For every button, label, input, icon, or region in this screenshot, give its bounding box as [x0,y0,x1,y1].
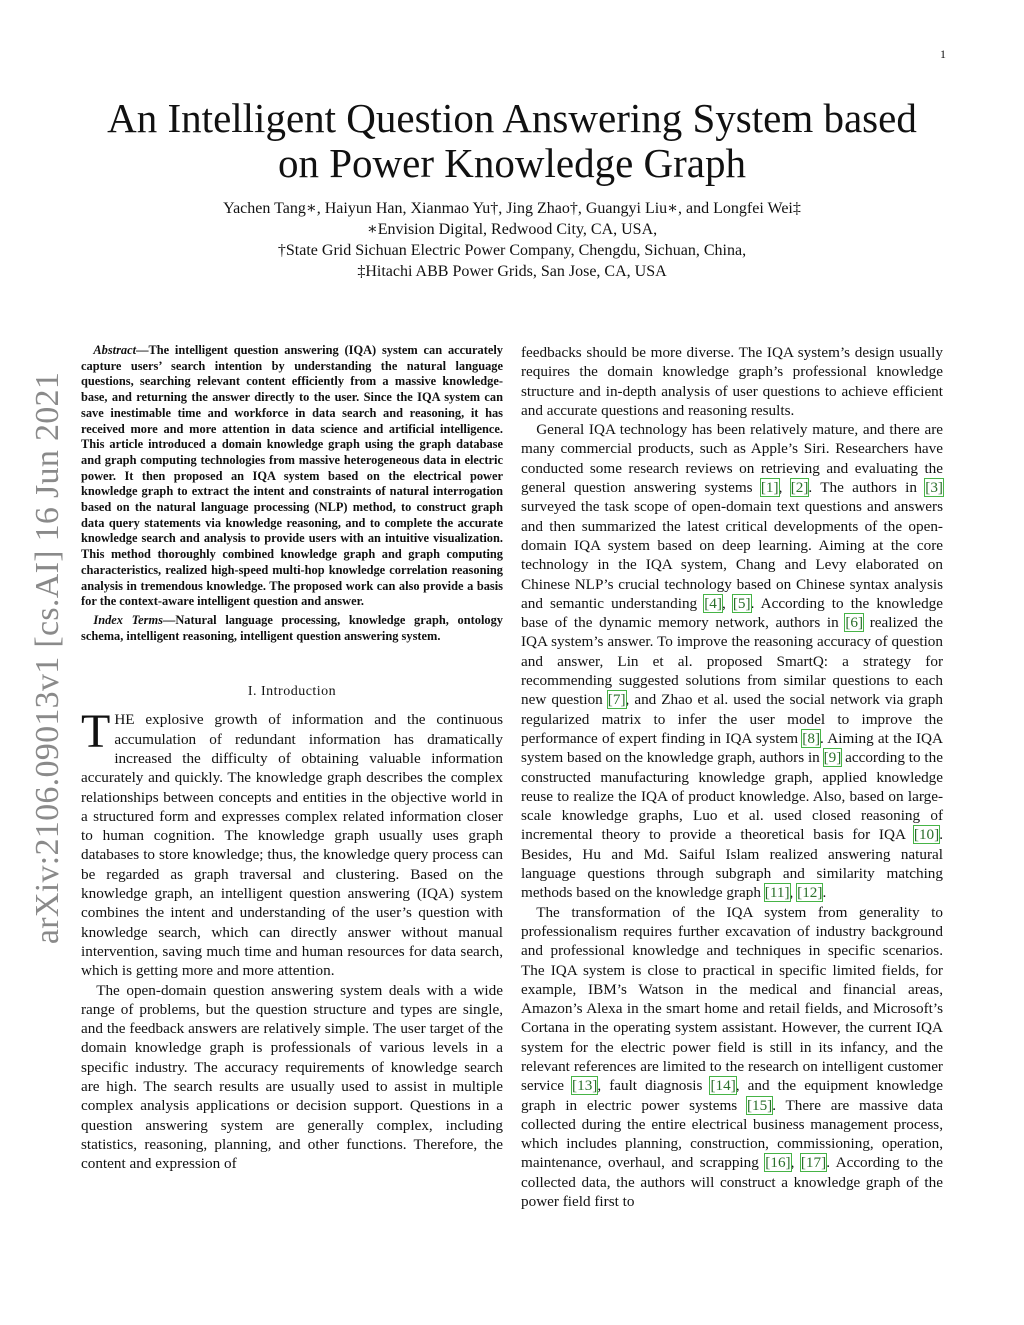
affiliation-2: †State Grid Sichuan Electric Power Company, Chengdu, Sichuan, China, [277,242,747,259]
citation-link[interactable]: [11] [764,884,790,902]
citation-link[interactable]: [14] [710,1077,736,1095]
citation-link[interactable]: [7] [607,691,626,709]
right-column [521,343,943,1211]
citation-link[interactable]: [1] [760,479,779,497]
text-run: according to the constructed manufacturing knowledge graph, applied knowledge reuse to realize the IQA of product knowledge. Also, based on large-scale knowledge graphs, Luo et al. used closed reasoning of incremental theory to provide a theoretical basis for IQA [521,749,943,844]
author-block [82,198,942,282]
author-names: Yachen Tang∗, Haiyun Han, Xianmao Yu†, Jing Zhao†, Guangyi Liu∗, and Longfei Wei‡ [223,200,801,217]
right-paragraph-3 [521,903,943,1212]
text-run: . There are massive data collected during the entire electrical business management process, which includes planning, construction, commissioning, operation, maintenance, overhaul, and scrapping [521,1096,943,1172]
title-line-1: An Intelligent Question Answering System based [107,95,917,141]
dropcap-letter: T [81,705,111,759]
citation-link[interactable]: [9] [823,749,842,767]
text-run: , and the equipment knowledge graph in electric power systems [521,1077,943,1114]
text-run: . [822,884,827,902]
page-number: 1 [940,47,946,61]
citation-link[interactable]: [5] [732,594,751,612]
text-run: surveyed the task scope of open-domain text questions and answers and then summarized the latest critical developments of the open-domain IQA system based on deep learning. Aiming at the core technology in the IQA system, Chang and Levy elaborated on Chinese NLP’s crucial technology based on Chinese syntax analysis and semantic understanding [521,498,943,612]
text-run: . Aiming at the IQA system based on the knowledge graph, authors in [521,729,943,767]
text-run: General IQA technology has been relatively mature, and there are many commercial products, such as Apple’s Siri. Researchers have conducted some research reviews on retrieving and evaluating the general question answering systems [521,421,943,497]
text-run: . According to the collected data, the authors will construct a knowledge graph of the power field first to [521,1154,943,1211]
text-run: , [789,884,798,902]
citation-link[interactable]: [13] [572,1077,598,1095]
right-paragraph-1: feedbacks should be more diverse. The IQA system’s design usually requires the domain knowledge graph’s professional knowledge structure and in-depth analysis of user questions to achieve efficient and accurate questions and reasoning results. [521,344,943,419]
abstract-text: —The intelligent question answering (IQA) system can accurately capture users’ search intention by understanding the natural language questions, searching relevant content efficiently from a massive knowledge-base, and returning the answer directly to the user. Since the IQA system can save inestimable time and workforce in data search and reasoning, it has received more and more attention in data science and artificial intelligence. This article introduced a domain knowledge graph using the graph database and graph computing technologies from massive heterogeneous data in electric power. It then proposed an IQA system based on the electrical power knowledge graph to extract the intent and constraints of natural interrogation based on the natural language processing (NLP) method, to construct graph data query statements via knowledge reasoning, and to complete the accurate knowledge search and analysis to provide users with an intuitive visualization. This method thoroughly combined knowledge graph and graph computing characteristics, realized high-speed multi-hop knowledge correlation reasoning analysis in tremendous knowledge. The proposed work can also provide a basis for the context-aware intelligent question and answer. [81,343,503,609]
citation-link[interactable]: [8] [802,729,821,747]
section-heading-introduction: I. Introduction [247,684,337,700]
citation-link[interactable]: [16] [765,1154,791,1172]
citation-link[interactable]: [15] [746,1096,773,1114]
paper-title [82,96,942,186]
text-run: , [778,479,791,497]
index-terms [81,613,503,644]
text-run: , and Zhao et al. used the social network via graph regularized matrix to infer the user model to improve the performance of expert finding in IQA system [521,691,943,747]
text-run: , fault diagnosis [597,1077,711,1095]
intro-paragraph-1-text: HE explosive growth of information and the continuous accumulation of redundant information has dramatically increased the difficulty of obtaining valuable information accurately and quickly. The knowledge graph describes the complex relationships between concepts and entities in the objective world in a structured form and expresses complex related information closer to human cognition. The knowledge graph usually uses graph databases to store knowledge; thus, the knowledge query process can be regarded as graph traversal and clustering. Based on the knowledge graph, an intelligent question answering (IQA) system combines the intent and understanding of the user’s question with knowledge search, which can directly answer without manual intervention, saving much time and human resources for data search, which is getting more and more attention. [81,711,503,980]
citation-link[interactable]: [12] [797,884,823,902]
text-run: , [721,594,733,612]
left-column [81,343,503,1173]
index-terms-text: —Natural language processing, knowledge graph, ontology schema, intelligent reasoning, intelligent question answering system. [81,612,503,643]
right-paragraph-2 [521,420,943,902]
citation-link[interactable]: [2] [790,479,809,497]
citation-link[interactable]: [4] [704,594,722,612]
arxiv-identifier-stamp[interactable]: arXiv:2106.09013v1 [cs.AI] 16 Jun 2021 [29,371,66,945]
title-line-2: on Power Knowledge Graph [278,140,746,186]
text-run: . According to the knowledge base of the dynamic memory network, authors in [521,594,943,632]
citation-link[interactable]: [3] [925,479,943,497]
citation-link[interactable]: [17] [800,1154,827,1172]
citation-link[interactable]: [10] [913,826,940,844]
abstract [81,343,503,610]
text-run: realized the IQA system’s answer. To improve the reasoning accuracy of question and answer, Lin et al. proposed SmartQ: a strategy for recommending suggested solutions from similar questions to each new question [521,614,943,709]
text-run: . The authors in [808,479,926,497]
text-run: The transformation of the IQA system from generality to professionalism requires further excavation of industry background and professional knowledge and techniques in specific scenarios. The IQA system is close to practical in specific limited fields, for example, IBM’s Watson in the medical and financial areas, Amazon’s Alexa in the smart home and retail fields, and Microsoft’s Cortana in the operating system assistant. However, the current IQA system for the electric power field is still in its infancy, and the relevant references are limited to the research on intelligent customer service [521,903,943,1095]
citation-link[interactable]: [6] [845,614,864,632]
affiliation-3: ‡Hitachi ABB Power Grids, San Jose, CA, USA [357,263,667,280]
text-run: , [790,1154,801,1172]
text-run: . Besides, Hu and Md. Saiful Islam realized answering natural language questions through subgraph and similarity matching methods based on the knowledge graph [521,826,943,902]
index-terms-lead: Index Terms [93,612,163,627]
abstract-lead: Abstract [93,343,137,357]
affiliation-1: ∗Envision Digital, Redwood City, CA, USA, [366,221,658,238]
intro-paragraph-2: The open-domain question answering system deals with a wide range of problems, but the question structure and types are single, and the feedback answers are relatively simple. The user target of the domain knowledge graph is professionals of various levels in a specific industry. The accuracy requirements of knowledge search are high. The search results are usually used to assist in multiple complex analysis applications or decision support. Questions in a question answering system are generally complex, including statistics, reasoning, planning, and other functions. Therefore, the content and expression of [81,981,503,1173]
intro-paragraph-1 [81,705,503,980]
